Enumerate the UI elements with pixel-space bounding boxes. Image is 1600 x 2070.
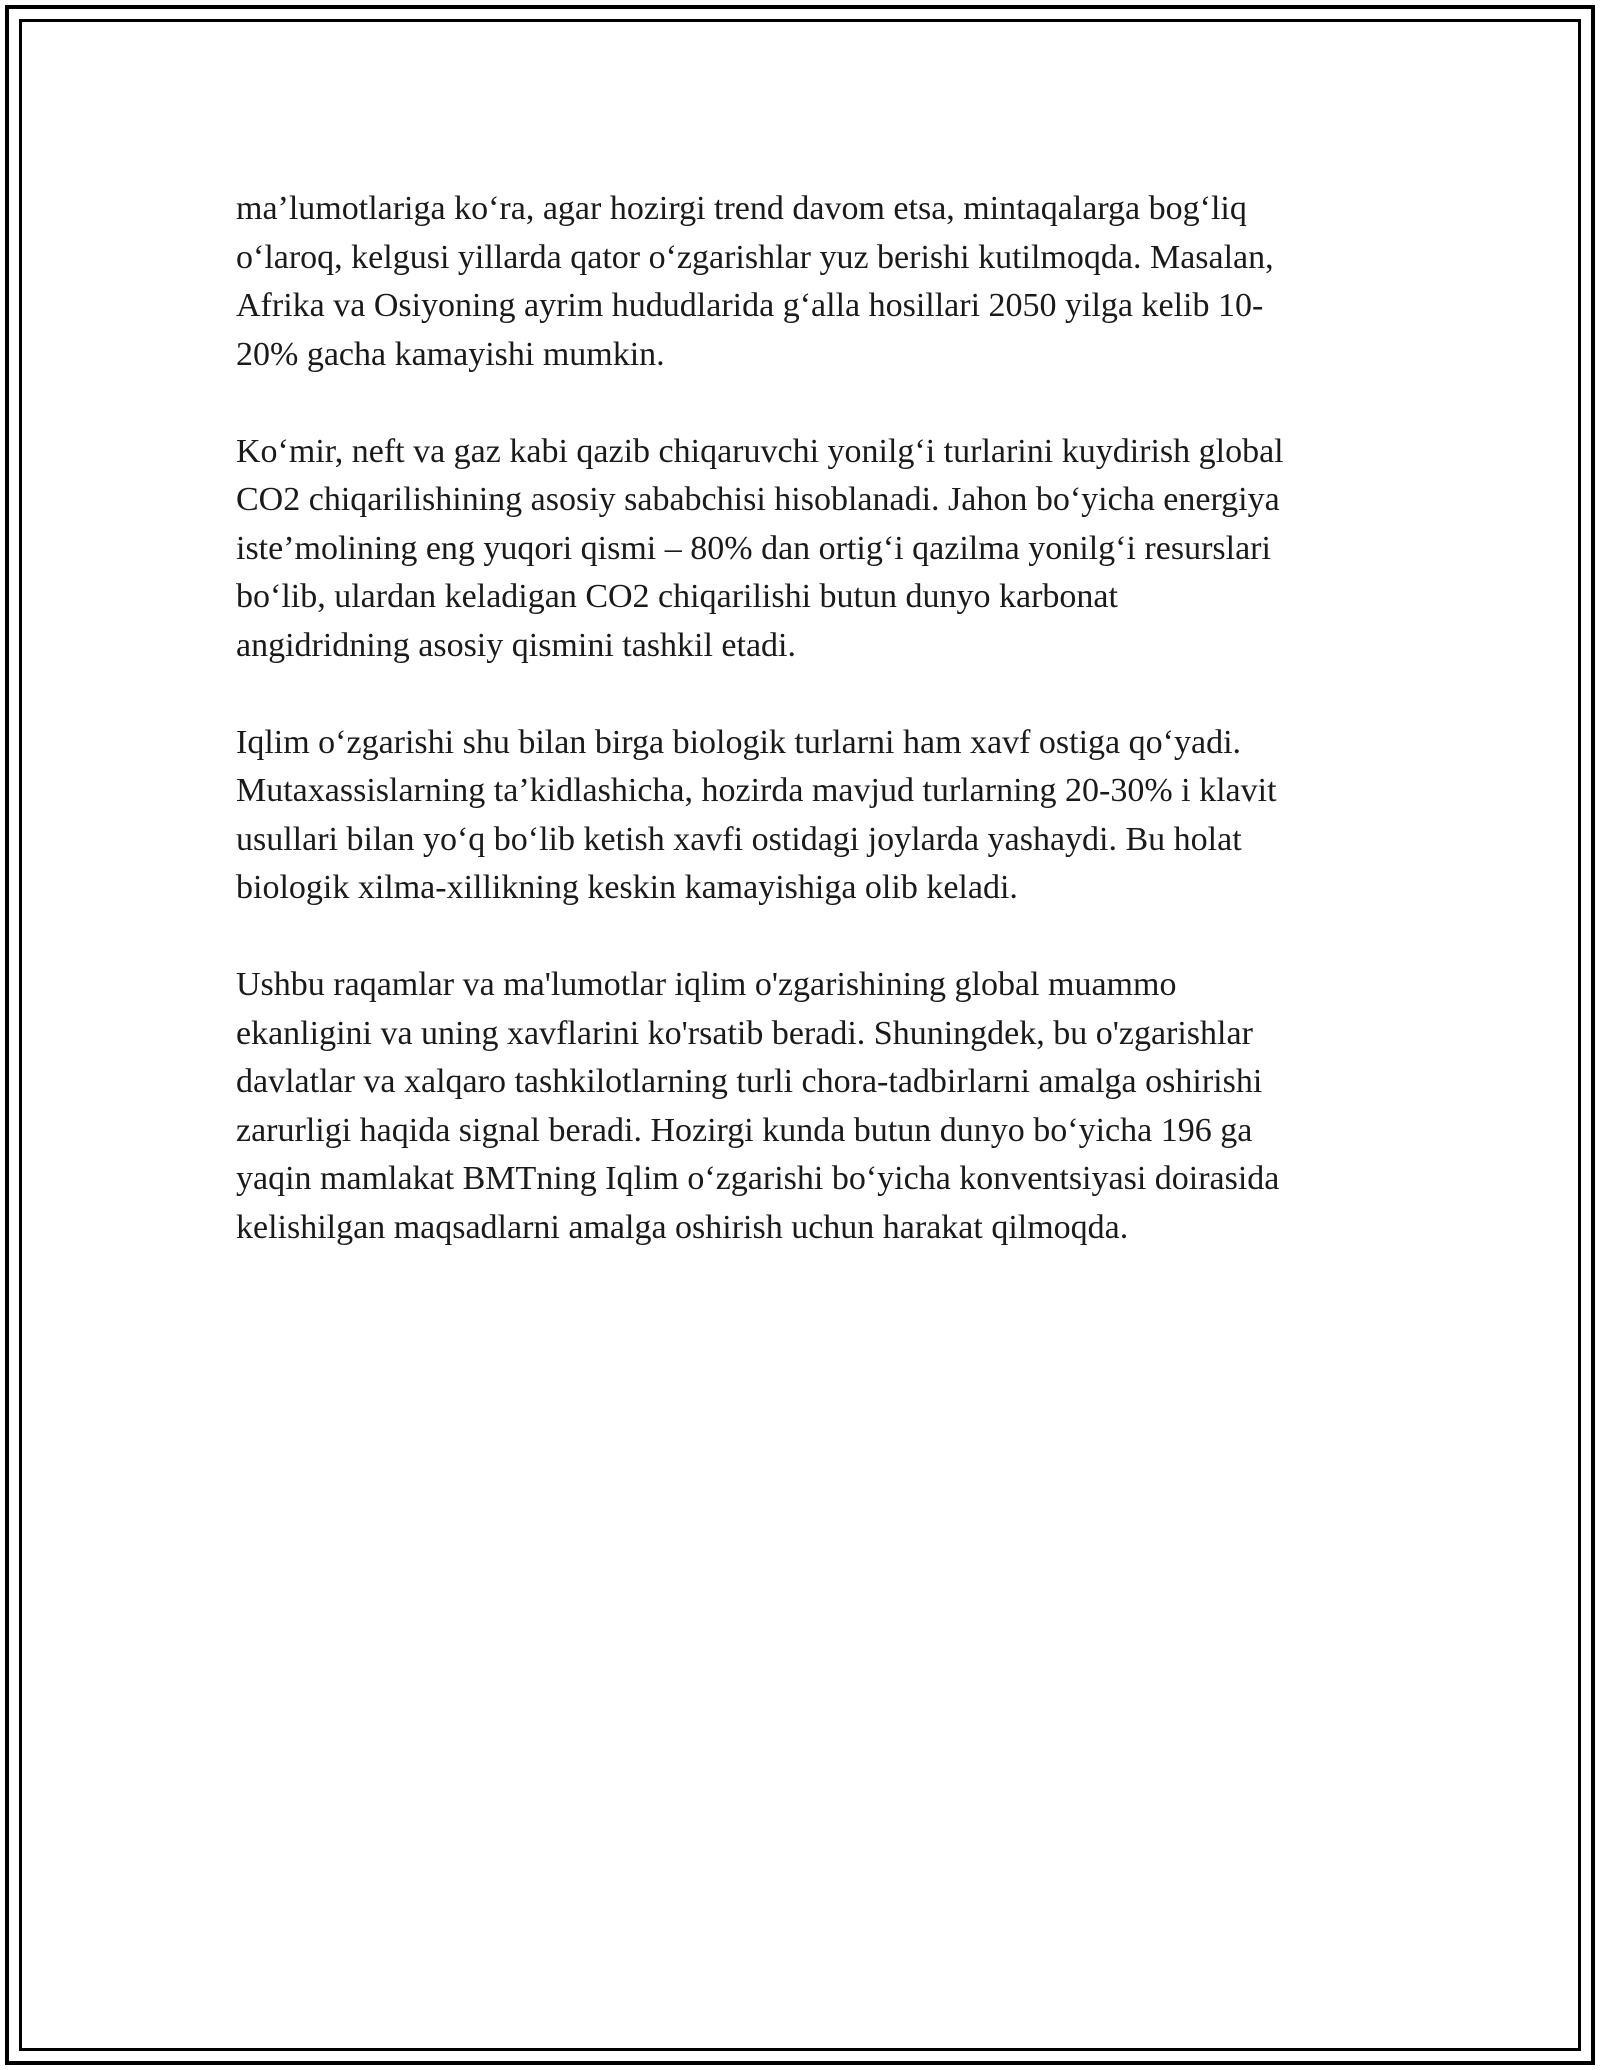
paragraph-biodiversity: Iqlim o‘zgarishi shu bilan birga biologik turlarni ham xavf ostiga qo‘yadi. Mutaxassislarning ta’kidlashicha, hozirda mavjud turlarning 20-30% i klavit usullari bilan yo‘q bo‘lib ketish xavfi ostidagi joylarda yashaydi. Bu holat biologik xilma-xillikning keskin kamayishiga olib keladi. — [236, 723, 1277, 906]
document-body — [236, 185, 1376, 1301]
paragraph-global-action: Ushbu raqamlar va ma'lumotlar iqlim o'zgarishining global muammo ekanligini va uning xavflarini ko'rsatib beradi. Shuningdek, bu o'zgarishlar davlatlar va xalqaro tashkilotlarning turli chora-tadbirlarni amalga oshirishi zarurligi haqida signal beradi. Hozirgi kunda butun dunyo bo‘yicha 196 ga yaqin mamlakat BMTning Iqlim o‘zgarishi bo‘yicha konventsiyasi doirasida kelishilgan maqsadlarni amalga oshirish uchun harakat qilmoqda. — [236, 966, 1280, 1246]
paragraph-crop-yields: ma’lumotlariga ko‘ra, agar hozirgi trend davom etsa, mintaqalarga bog‘liq o‘laroq, kelgusi yillarda qator o‘zgarishlar yuz berishi kutilmoqda. Masalan, Afrika va Osiyoning ayrim hududlarida g‘alla hosillari 2050 yilga kelib 10- 20% gacha kamayishi mumkin. — [236, 190, 1274, 373]
paragraph-fossil-fuels: Ko‘mir, neft va gaz kabi qazib chiqaruvchi yonilg‘i turlarini kuydirish global CO2 chiqarilishining asosiy sababchisi hisoblanadi. Jahon bo‘yicha energiya iste’molining eng yuqori qismi – 80% dan ortig‘i qazilma yonilg‘i resurslari bo‘lib, ulardan keladigan CO2 chiqarilishi butun dunyo karbonat angidridning asosiy qismini tashkil etadi. — [236, 432, 1284, 664]
